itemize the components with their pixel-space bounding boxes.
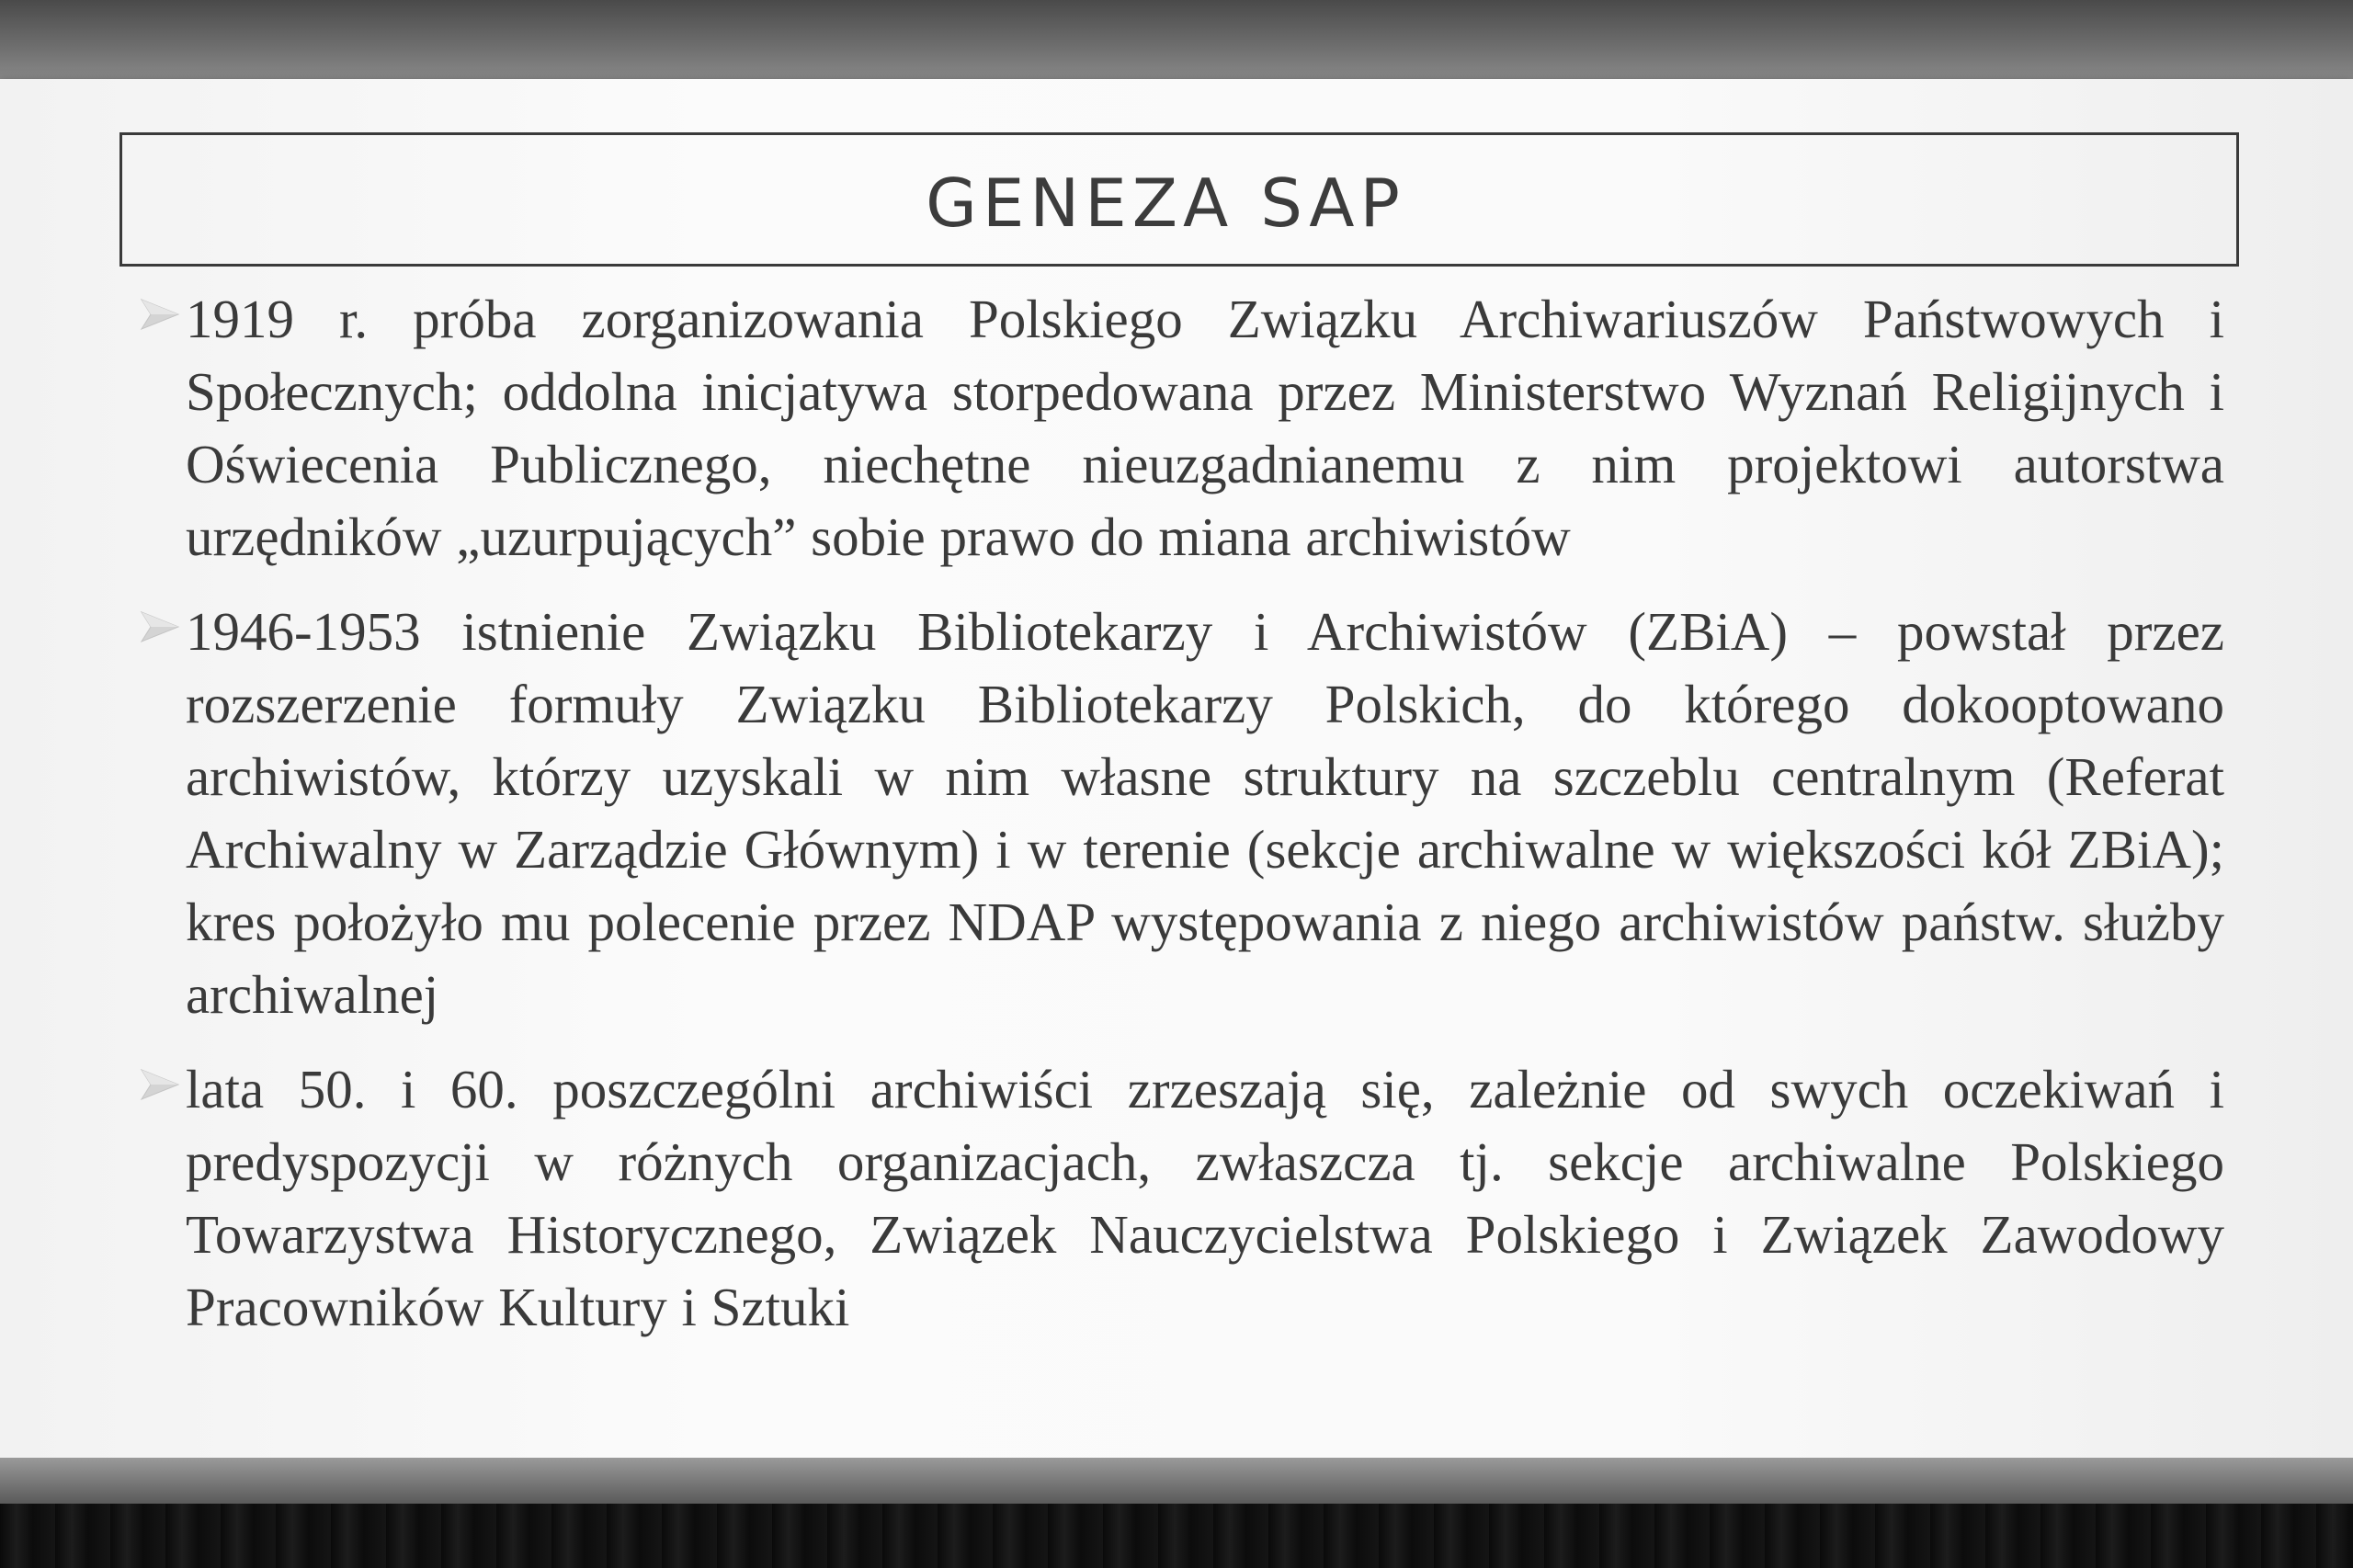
list-item — [138, 283, 2224, 574]
list-item-text: 1919 r. próba zorganizowania Polskiego Związku Archiwariuszów Państwowych i Społecznych; oddolna inicjatywa storpedowana przez Ministerstwo Wyznań Religijnych i Oświecenia Publicznego, niechętne nieuzgadnianemu z nim projektowi autorstwa urzędników „uzurpujących” sobie prawo do miana archiwistów — [186, 289, 2224, 567]
stage-curtain — [0, 1504, 2353, 1568]
bullet-list — [138, 283, 2224, 1366]
screen-bottom-edge — [0, 1458, 2353, 1504]
arrow-bullet-icon — [140, 296, 180, 333]
arrow-bullet-icon — [140, 608, 180, 645]
projected-slide — [0, 79, 2353, 1458]
title-frame — [119, 132, 2239, 267]
slide-title: GENEZA SAP — [926, 165, 1405, 242]
arrow-bullet-icon — [140, 1066, 180, 1103]
list-item-text: 1946-1953 istnienie Związku Bibliotekarzy i Archiwistów (ZBiA) – powstał przez rozszerzenie formuły Związku Bibliotekarzy Polskich, do którego dokooptowano archiwistów, którzy uzyskali w nim własne struktury na szczeblu centralnym (Referat Archiwalny w Zarządzie Głównym) i w terenie (sekcje archiwalne w większości kół ZBiA); kres położyło mu polecenie przez NDAP występowania z niego archiwistów państw. służby archiwalnej — [186, 601, 2224, 1025]
list-item-text: lata 50. i 60. poszczególni archiwiści zrzeszają się, zależnie od swych oczekiwań i predyspozycji w różnych organizacjach, zwłaszcza tj. sekcje archiwalne Polskiego Towarzystwa Historycznego, Związek Nauczycielstwa Polskiego i Związek Zawodowy Pracowników Kultury i Sztuki — [186, 1059, 2224, 1337]
list-item — [138, 596, 2224, 1031]
list-item — [138, 1053, 2224, 1344]
room-wall-top — [0, 0, 2353, 85]
